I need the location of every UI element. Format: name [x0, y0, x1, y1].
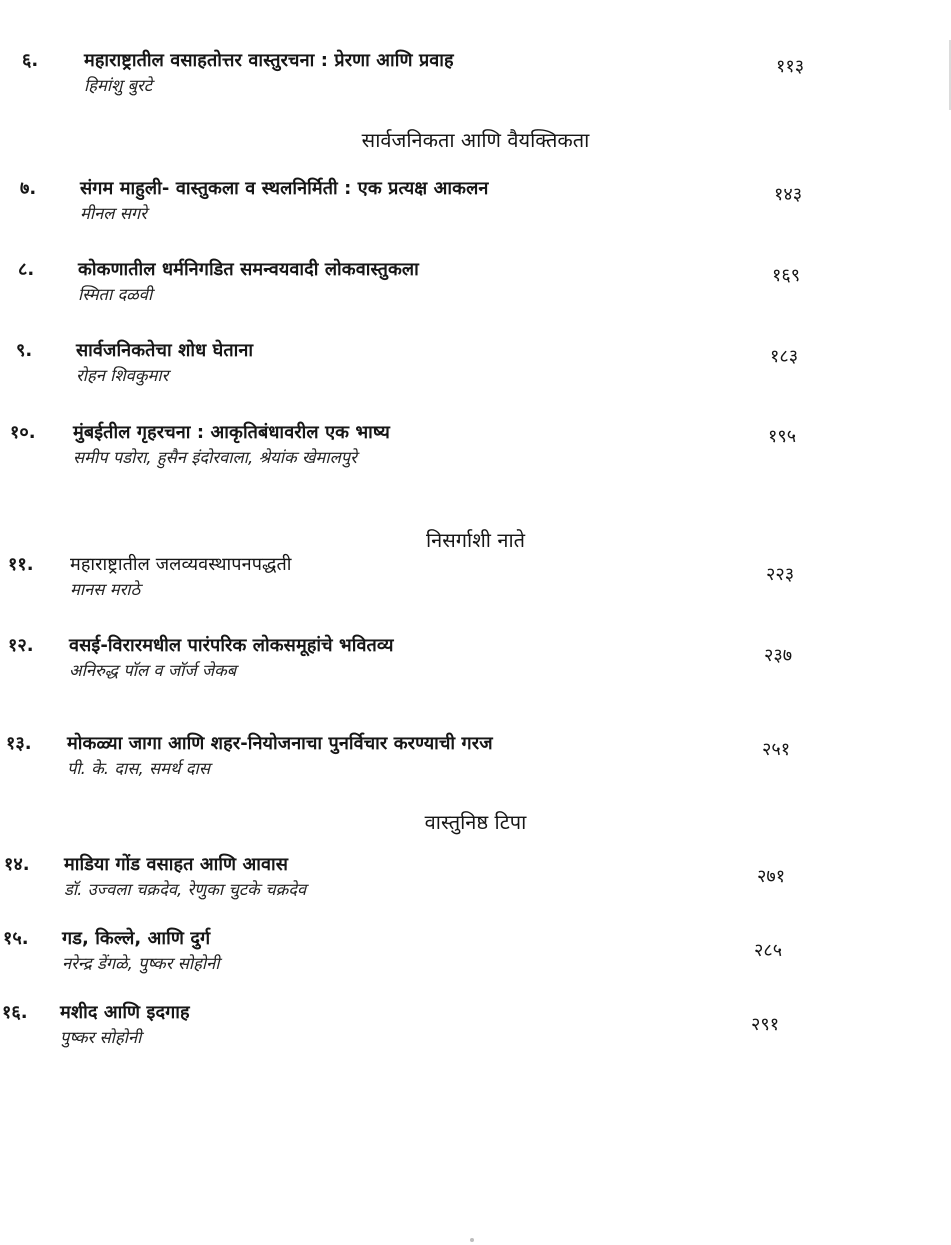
- entry-title: माडिया गोंड वसाहत आणि आवास: [64, 854, 289, 875]
- entry-authors: समीप पडोरा, हुसैन इंदोरवाला, श्रेयांक खेमालपुरे: [73, 448, 357, 467]
- entry-title: वसई-विरारमधील पारंपरिक लोकसमूहांचे भवितव्य: [69, 635, 394, 656]
- entry-authors: पी. के. दास, समर्थ दास: [67, 759, 210, 778]
- toc-entry: [0, 633, 951, 693]
- entry-authors: नरेन्द्र डेंगळे, पुष्कर सोहोनी: [62, 954, 220, 973]
- entry-title: गड, किल्ले, आणि दुर्ग: [62, 928, 211, 949]
- entry-title: सार्वजनिकतेचा शोध घेताना: [76, 340, 254, 361]
- entry-authors: अनिरुद्ध पॉल व जॉर्ज जेकब: [69, 661, 237, 680]
- entry-page-number: २८५: [754, 940, 783, 961]
- entry-title: संगम माहुली- वास्तुकला व स्थलनिर्मिती : एक प्रत्यक्ष आकलन: [80, 178, 489, 199]
- entry-authors: स्मिता दळवी: [78, 285, 153, 304]
- scan-speck: [470, 1238, 474, 1242]
- toc-entry: [0, 926, 951, 986]
- entry-number: ९.: [16, 340, 33, 361]
- entry-authors: रोहन शिवकुमार: [76, 366, 169, 385]
- entry-page-number: २९१: [751, 1014, 780, 1035]
- entry-page-number: १८३: [770, 346, 799, 367]
- toc-entry: [0, 731, 951, 791]
- entry-title: कोकणातील धर्मनिगडित समन्वयवादी लोकवास्तुकला: [78, 259, 419, 280]
- entry-title: मोकळ्या जागा आणि शहर-नियोजनाचा पुनर्विचार करण्याची गरज: [67, 733, 493, 754]
- entry-page-number: १४३: [774, 184, 803, 205]
- entry-authors: डॉ. उज्वला चक्रदेव, रेणुका चुटके चक्रदेव: [64, 880, 307, 899]
- section-heading: सार्वजनिकता आणि वैयक्तिकता: [361, 128, 590, 152]
- section-heading: निसर्गाशी नाते: [425, 528, 526, 552]
- entry-number: १२.: [8, 635, 34, 656]
- entry-page-number: १६९: [772, 265, 801, 286]
- entry-authors: मानस मराठे: [70, 580, 141, 599]
- entry-page-number: ११३: [776, 56, 805, 77]
- toc-entry: [0, 420, 951, 480]
- entry-page-number: २३७: [764, 645, 793, 666]
- entry-authors: मीनल सगरे: [80, 204, 147, 223]
- toc-entry: [0, 1000, 951, 1060]
- entry-number: १५.: [3, 928, 29, 949]
- entry-page-number: २५१: [762, 739, 791, 760]
- entry-number: ७.: [20, 178, 37, 199]
- entry-authors: हिमांशु बुरटे: [84, 76, 153, 95]
- entry-number: १६.: [2, 1002, 28, 1023]
- toc-entry: [0, 176, 951, 236]
- entry-number: ८.: [18, 259, 35, 280]
- entry-page-number: १९५: [768, 426, 797, 447]
- entry-page-number: २२३: [766, 564, 795, 585]
- entry-page-number: २७१: [757, 866, 786, 887]
- entry-number: ६.: [22, 50, 39, 71]
- entry-title: मुंबईतील गृहरचना : आकृतिबंधावरील एक भाष्य: [73, 422, 390, 443]
- toc-entry: [0, 48, 951, 108]
- toc-entry: [0, 257, 951, 317]
- entry-number: ११.: [8, 554, 34, 575]
- entry-number: १४.: [4, 854, 30, 875]
- entry-title: महाराष्ट्रातील जलव्यवस्थापनपद्धती: [70, 554, 292, 575]
- entry-number: १३.: [6, 733, 32, 754]
- entry-number: १०.: [10, 422, 36, 443]
- entry-title: महाराष्ट्रातील वसाहतोत्तर वास्तुरचना : प्रेरणा आणि प्रवाह: [84, 50, 454, 71]
- entry-title: मशीद आणि इदगाह: [60, 1002, 190, 1023]
- toc-entry: [0, 852, 951, 912]
- entry-authors: पुष्कर सोहोनी: [60, 1028, 142, 1047]
- toc-entry: [0, 552, 951, 612]
- toc-entry: [0, 338, 951, 398]
- section-heading: वास्तुनिष्ठ टिपा: [424, 810, 527, 834]
